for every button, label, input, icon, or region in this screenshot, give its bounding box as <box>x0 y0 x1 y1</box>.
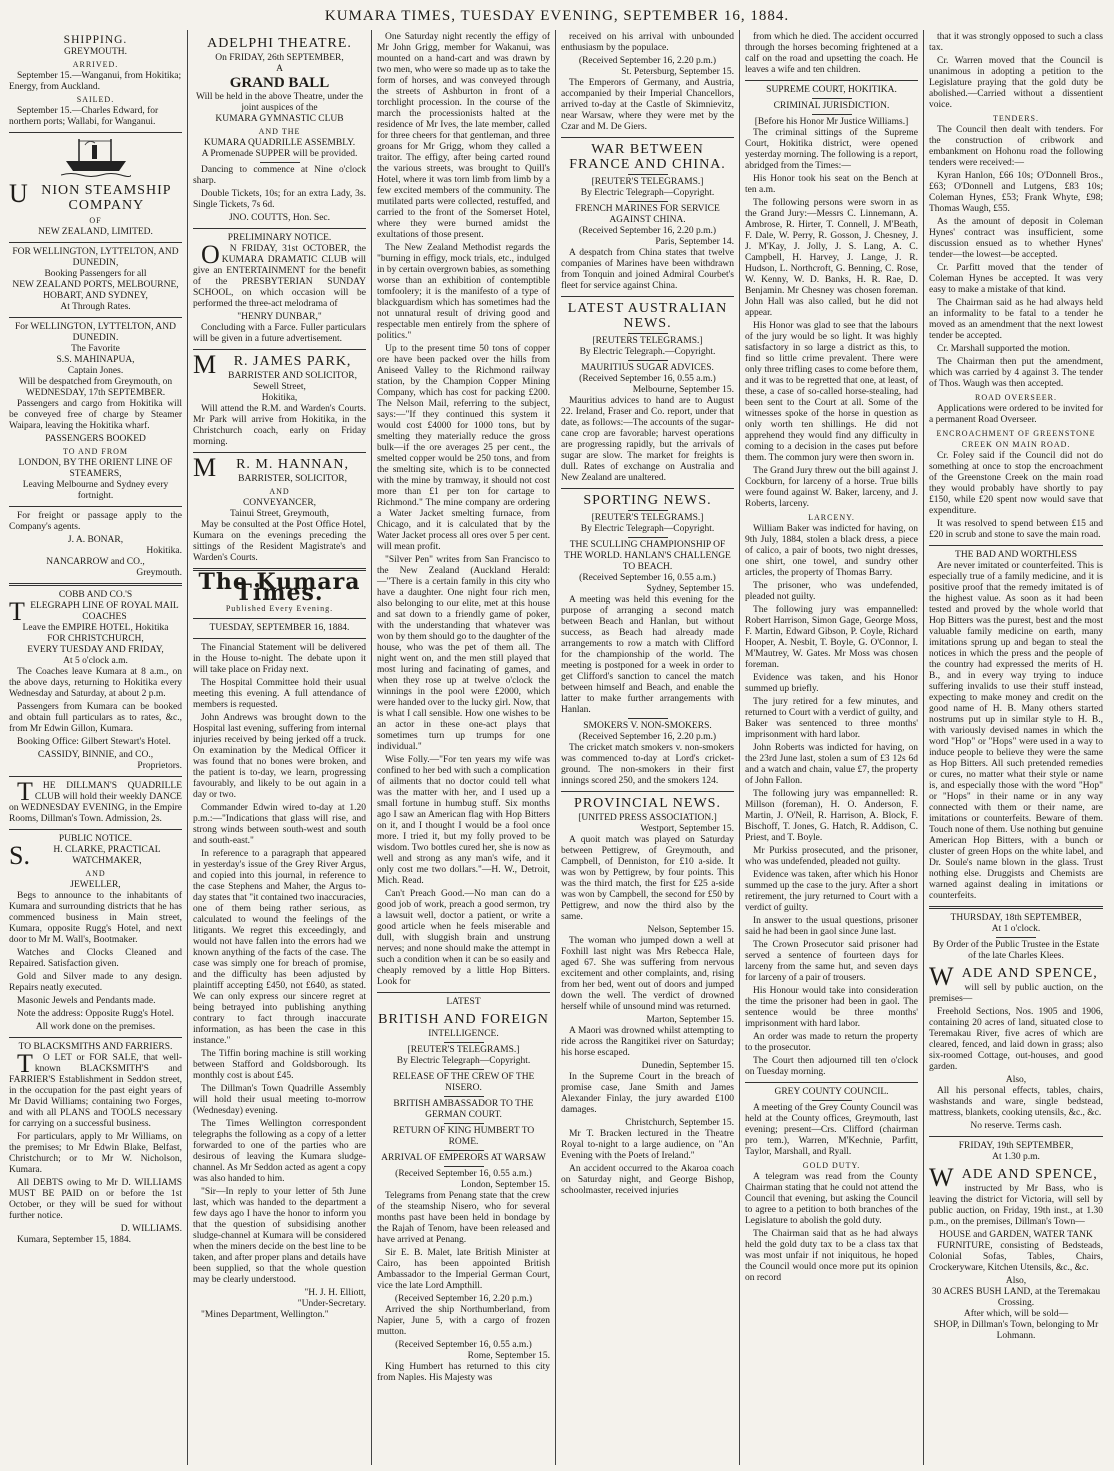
marton-dateline: Marton, September 15. <box>646 1015 734 1025</box>
clarke-text: Begs to announce to the inhabitants of Kumara and surrounding districts that he has commenced business in Main street, Kumara, opposite Rugg's Hotel, and next door to Mr M. Wall's, Bootmaker. <box>9 891 182 945</box>
cassidy-name: CASSIDY, BINNIE, and CO., <box>37 750 154 760</box>
wade-text-1: will sell by public auction, on the premises— <box>929 983 1103 1004</box>
council-9: The Chairman said as he had always held an informality to be fatal to a tender he moved as an amendment that the next lowest tender be accepted. <box>929 298 1103 341</box>
british-heading: BRITISH AND FOREIGN <box>378 1012 549 1027</box>
court-4: His Honor was glad to see that the labours of the jury would be so light. It was highly satisfactory in so large a district as this, to find so little crime prevalent. There were only three trifling cases to come before them, and it was to be regretted that one, at least, of these, a case of so-called horse-stealing, had been sent to the Court at all. Some of the witnesses spoke of the horse in question as only worth ten shillings. He did not apprehend they would find any difficulty in coming to a decision in the cases put before them. The common jury were then sworn in. <box>745 321 918 463</box>
news-1: The Financial Statement will be delivered in the House to-night. The debate upon it will take place on Friday next. <box>193 643 366 675</box>
before-label: [Before his Honor Mr Justice Williams.] <box>754 117 909 127</box>
chch-dateline: Christchurch, September 15. <box>625 1118 734 1128</box>
tofrom-label: TO AND FROM <box>62 447 129 456</box>
also-1: Also, <box>1005 1075 1027 1085</box>
every-text: EVERY TUESDAY AND FRIDAY, <box>27 645 164 655</box>
steamship-icon <box>61 137 131 179</box>
column-4 <box>556 30 740 1465</box>
dancing-text: Dancing to commence at Nine o'clock sharp. <box>193 165 366 186</box>
gold-duty-heading: GOLD DUTY. <box>802 1161 861 1170</box>
wade-heading-2: WADE AND SPENCE, <box>929 1163 1098 1192</box>
column-5 <box>740 30 924 1465</box>
london-text: LONDON, BY THE ORIENT LINE OF STEAMERS, <box>18 458 173 479</box>
court-11: John Roberts was indicted for having, on the 23rd June last, stolen a sum of £3 12s 6d and a watch and chain, value £7, the property of John Fallon. <box>745 743 918 786</box>
court-7: The prisoner, who was undefended, pleaded not guilty. <box>745 581 918 602</box>
silver-pen-story: "Silver Pen" writes from San Francisco to the New Zealand (Auckland Herald:—"There is a certain family in this city who have a daughter. One night four rich men, also belonging to our elite, met at this house and sat down to a friendly game of poker, with the understanding that whatever was won by them should go to the daughter of the house, who was the pet of them all. The night went on, and the men still played that most luring and facinating of games, and when they rose up at twelve o'clock the winnings in the pool were £2000, which were handed over to the lucky girl. Now, that is what I call sensible. How one wishes to be an actor in these one-act plays that sometimes turn up trumps for one individual." <box>377 555 550 752</box>
union-title: UNION STEAMSHIP COMPANY <box>9 179 172 213</box>
encroach-heading: ENCROACHMENT OF GREENSTONE CREEK ON MAIN ROAD. <box>936 429 1096 449</box>
sculling-heading: THE SCULLING CHAMPIONSHIP OF THE WORLD. HANLAN'S CHALLENGE TO BEACH. <box>564 540 731 572</box>
court-15: In answer to the usual questions, prisoner said he had been in gaol since June last. <box>745 916 918 937</box>
penang-story: Telegrams from Penang state that the crew of the steamship Nisero, who for several months past have been held in bondage by the Rajah of Tenom, have been released and have arrived at Penang. <box>377 1191 550 1245</box>
received-7: (Received September 16, 0.55 a.m.) <box>579 573 716 583</box>
jeweller-heading: JEWELLER, <box>70 880 121 890</box>
reuter-label-3: [REUTERS TELEGRAMS.] <box>592 336 703 346</box>
northumberland-story: Arrived the ship Northumberland, from Napier, June 5, with a cargo of frozen mutton. <box>377 1305 550 1337</box>
well-story: The woman who jumped down a well at Foxhill last night was Mrs Rebecca Hale, aged 67. She was suffering from nervous excitement and other complaints, and, rising from her bed, went out of doors and jumped down the well. The verdict of drowned herself while of unsound mind was returned. <box>561 936 734 1012</box>
bracken-story: Mr T. Bracken lectured in the Theatre Royal to-night to a large audience, on "An Evening with the Poets of Ireland." <box>561 1129 734 1161</box>
sailed-text: September 15.—Charles Edward, for northern ports; Wallabi, for Wanganui. <box>9 106 159 127</box>
passengers-text: Passengers and cargo from Hokitika will be conveyed free of charge by Steamer Waipara, leaving the Hokitika wharf. <box>9 399 182 431</box>
captain-name: Captain Jones. <box>67 366 124 376</box>
war-heading: WAR BETWEEN FRANCE AND CHINA. <box>569 142 726 172</box>
smiths-heading: TO BLACKSMITHS AND FARRIERS. <box>18 1042 173 1052</box>
ball-a: A <box>276 64 283 74</box>
supreme-heading: SUPREME COURT, HOKITIKA. <box>766 85 897 95</box>
debts-text: All DEBTS owing to Mr D. WILLIAMS MUST BE PAID on or before the 1st October, or they will be sued for without further notice. <box>9 1178 182 1221</box>
court-19: The Court then adjourned till ten o'clock on Tuesday morning. <box>745 1056 918 1077</box>
despatch-text: Will be despatched from Greymouth, on <box>18 377 173 387</box>
ball-held: Will be held in the above Theatre, under the joint auspices of the <box>196 92 363 113</box>
received-8: (Received September 16, 2.20 p.m.) <box>578 732 717 742</box>
leaving-text: Leaving Melbourne and Sydney every fortnight. <box>22 480 169 501</box>
and-the: AND THE <box>258 127 301 136</box>
particulars-text: For particulars, apply to Mr Williams, on the premises; to Mr Edwin Blake, Belfast, Christchurch; or to Mr W. Nicholson, Kumara. <box>9 1132 182 1175</box>
council-6: Kyran Hanlon, £66 10s; O'Donnell Bros., £63; O'Donnell and Lutgens, £83 10s; Coleman Hynes, £53; Frank Whyte, £98; Thomas Waugh, £55. <box>929 171 1103 214</box>
clarke-and: AND <box>85 869 106 878</box>
henry-dunbar: "HENRY DUNBAR," <box>237 312 322 322</box>
grand-ball: GRAND BALL <box>229 75 330 91</box>
friday-date: FRIDAY, 19th SEPTEMBER, <box>958 1141 1074 1151</box>
council-13: Cr. Foley said if the Council did not do something at once to stop the encroachment of the Greenstone Creek on the main road they would probably have shortly to pay £150, while £20 spent now would save that expenditure. <box>929 451 1103 516</box>
bad-heading: THE BAD AND WORTHLESS <box>955 550 1077 560</box>
tenders-heading: TENDERS. <box>993 114 1039 123</box>
stp-dateline: St. Petersburg, September 15. <box>621 67 734 77</box>
booking-text: Booking Passengers for all <box>44 269 147 279</box>
published-label: Published Every Evening. <box>225 604 334 613</box>
christchurch-text: FOR CHRISTCHURCH, <box>47 634 144 644</box>
note-text: Note the address: Opposite Rugg's Hotel. <box>17 1009 174 1019</box>
court-17: His Honour would take into consideration the time the prisoner had been in gaol. The sentence would be three months' imprisonment with hard labor. <box>745 986 918 1029</box>
court-3: The following persons were sworn in as the Grand Jury:—Messrs C. Linnemann, A. Ambrose, R. Hirter, T. Connell, J. M'Beath, F. Dale, W. Perry, R. Gosson, J. Chesney, J. J. M'Kay, J. Jolly, J. S. Lang, A. C. Campbell, H. Harvey, J. Lange, J. R. Hudson, L. Northcroft, G. Benning, C. Rose, W. Kenny, W. D. Banks, H. R. Rae, D. Benjamin. Mr Chesney was chosen foreman. John Hall was also called, but he did not appear. <box>745 198 918 318</box>
news-9: "Sir—In reply to your letter of 5th June last, which was handed to the department a few days ago I have the honor to inform you that the question of subsidising another sludge-channel at Kumara will be considered when the miners decide on the best line to be taken, and after proper plans and details have been supplied, so that the whole question may be clearly understood. <box>193 1187 366 1285</box>
route-2: For WELLINGTON, LYTTELTON, AND DUNEDIN. <box>15 322 176 343</box>
park-street: Sewell Street, <box>253 382 306 392</box>
malet-story: Sir E. B. Malet, late British Minister at Cairo, has been appointed British Ambassador to the Imperial German Court, vice the late Lord Ampthill. <box>377 1248 550 1291</box>
hannan-conveyancer: CONVEYANCER, <box>242 498 317 508</box>
hannan-heading: MR. M. HANNAN, <box>193 453 350 482</box>
hop-bitters-ad: Are never imitated or counterfeited. This is especially true of a family medicine, and it is positive proof that the remedy imitated is of the highest value. As soon as it had been tested and proved by the whole world that Hop Bitters was the purest, best and the most valuable family medicine on earth, many imitations sprung up and began to steal the notices in which the press and the people of the country had expressed the merits of H. B., and in every way trying to induce suffering invalids to use their stuff instead, expecting to make money and credit on the good name of H. B. Many others started nostrums put up in similar style to H. B., with variously devised names in which the word "Hop" or "Hops" were used in a way to induce people to believe they were the same as Hop Bitters. All such pretended remedies or cures, no matter what their style or name is, and especially those with the word "Hop" or "Hops" in their name or in any way connected with them or their name, are imitations or counterfeits. Beware of them. Touch none of them. Use nothing but genuine American Hop Bitters, with a bunch or cluster of green Hops on the white label, and Dr. Soule's name blown in the glass. Trust nothing else. Druggists and Chemists are warned against dealing in imitations or counterfeits. <box>929 561 1103 901</box>
cobb-heading: COBB AND CO.'S <box>58 590 133 600</box>
court-14: Evidence was taken, after which his Honor summed up the case to the jury. After a short retirement, the jury returned to Court with a verdict of guilty. <box>745 870 918 913</box>
newspaper-page <box>4 30 1110 1471</box>
column-2 <box>188 30 372 1465</box>
house-text: HOUSE and GARDEN, WATER TANK <box>939 1230 1093 1240</box>
news-3: John Andrews was brought down to the Hospital last evening, suffering from internal injuries received by being jerked off a truck. On examination by the Medical Officer it was found that no bones were broken, and the patient is to-day, we learn, progressing favourably, and likely to be out again in a day or two. <box>193 713 366 800</box>
williams-date: Kumara, September 15, 1884. <box>17 1235 131 1245</box>
agent-nancarrow-town: Greymouth. <box>136 568 182 578</box>
thursday-date: THURSDAY, 18th SEPTEMBER, <box>950 913 1082 923</box>
received-3: (Received September 16, 0.55 a.m.) <box>395 1340 532 1350</box>
larceny-heading: LARCENY. <box>808 513 855 522</box>
sailing-date: WEDNESDAY, 17th SEPTEMBER. <box>25 388 166 398</box>
headline-humbert: RETURN OF KING HUMBERT TO ROME. <box>392 1126 535 1147</box>
quad-assembly: KUMARA QUADRILLE ASSEMBLY. <box>203 138 356 148</box>
sporting-heading: SPORTING NEWS. <box>583 493 712 508</box>
agent-bonar-town: Hokitika. <box>146 546 182 556</box>
reuter-label-4: [REUTER'S TELEGRAMS.] <box>591 513 704 523</box>
council-7: As the amount of deposit in Coleman Hynes' contract was insufficient, some discussion ensued as to whether Hynes' tender—the lowest—be accepted. <box>929 217 1103 260</box>
copyright-label: By Electric Telegraph—Copyright. <box>396 1056 531 1066</box>
watches-text: Watches and Clocks Cleaned and Repaired. Satisfaction given. <box>9 948 182 969</box>
court-10: The jury retired for a few minutes, and returned to Court with a verdict of guilty, and Baker was sentenced to three months' imprisonment with hard labor. <box>745 697 918 740</box>
headline-warsaw: ARRIVAL OF EMPERORS AT WARSAW <box>381 1153 546 1163</box>
grey-council-heading: GREY COUNTY COUNCIL. <box>774 1087 889 1097</box>
news-5: In reference to a paragraph that appeared in yesterday's issue of the Grey River Argus, and copied into this journal, in reference to the case Stephens and Maher, the Argus to-day states that "it contained two inaccuracies, one of them being rather serious, as calculated to wound the feelings of the litigants. We regret this exceedingly, and would not have fallen into the errors had we known anything of the facts of the case. The case was simply one for breach of promise, and the difficulty has been adjusted by plaintiff accepting £450, not £640, as stated. We can only express our sincere regret at being betrayed into publishing anything contrary to fact through inaccurate information, as has been the case in this instance." <box>193 849 366 1046</box>
coutts-sign: JNO. COUTTS, Hon. Sec. <box>228 213 331 223</box>
news-8: The Times Wellington correspondent telegraphs the following as a copy of a letter forwarded to one of the parties who are desirous of leaving the Kumara sludge-channel. As Mr Seddon acted as agent a copy was also handed to him. <box>193 1119 366 1184</box>
elliott-title: "Under-Secretary. <box>297 1299 366 1309</box>
court-12: The following jury was empannelled: R. Millson (foreman), H. O. Anderson, F. Martin, J. O'Neil, R. Harrison, A. Block, F. Bischoff, T. Jones, G. Hatch, R. Addison, C. Priest, and T. Boyle. <box>745 789 918 843</box>
park-text: Will attend the R.M. and Warden's Courts. Mr Park will arrive from Hokitika, in the Christchurch coach, early on Friday morning. <box>193 404 366 447</box>
rome-dateline: Rome, September 15. <box>467 1351 550 1361</box>
shipping-heading: SHIPPING. <box>63 34 128 46</box>
freight-text: For freight or passage apply to the Company's agents. <box>9 511 182 532</box>
received-6: (Received September 16, 0.55 a.m.) <box>579 374 716 384</box>
copyright-label-2: By Electric Telegraph—Copyright. <box>580 188 715 198</box>
hannan-title: BARRISTER, SOLICITOR, <box>238 474 347 484</box>
telegraph-heading: TELEGRAPH LINE OF ROYAL MAIL COACHES <box>9 597 179 626</box>
court-13: Mr Purkiss prosecuted, and the prisoner, who was undefended, pleaded not guilty. <box>745 846 918 867</box>
maori-story: A Maori was drowned whilst attempting to ride across the Rangitikei river on Saturday; his horse escaped. <box>561 1026 734 1058</box>
shop-text: SHOP, in Dillman's Town, belonging to Mr Lohmann. <box>933 1320 1099 1341</box>
marines-story: A despatch from China states that twelve companies of Marines have been withdrawn from Tonquin and joined Admiral Courbet's fleet for service against China. <box>561 248 734 291</box>
no-reserve: No reserve. Terms cash. <box>970 1121 1062 1131</box>
allwork-text: All work done on the premises. <box>35 1022 156 1032</box>
acres-text: 30 ACRES BUSH LAND, at the Teremakau Crossing. <box>931 1287 1101 1308</box>
park-heading: MR. JAMES PARK, <box>193 350 352 379</box>
publication-date: TUESDAY, SEPTEMBER 16, 1884. <box>209 623 350 633</box>
headline-ambassador: BRITISH AMBASSADOR TO THE GERMAN COURT. <box>393 1099 534 1120</box>
greymouth-heading: GREYMOUTH. <box>63 47 128 57</box>
council-3: The Chairman said that as he had always held the gold duty tax to be a class tax that was most unfair if not iniquitous, he hoped the Council would once more put its opinion on record <box>745 1229 918 1283</box>
council-4: Cr. Warren moved that the Council is unanimous in adopting a petition to the Legislature praying that the gold duty be abolished.—Carried without a dissentient voice. <box>929 56 1103 110</box>
court-16: The Crown Prosecutor said prisoner had served a sentence of fourteen days for larceny from the same hut, and seven days for larceny of a pair of trousers. <box>745 940 918 983</box>
public-notice: PUBLIC NOTICE. <box>58 834 133 844</box>
agent-nancarrow: NANCARROW and CO., <box>46 557 145 567</box>
williams-sign: D. WILLIAMS. <box>120 1224 182 1234</box>
provincial-heading: PROVINCIAL NEWS. <box>574 796 721 811</box>
westport-dateline: Westport, September 15. <box>640 824 734 834</box>
wise-folly-story: Wise Folly.—"For ten years my wife was confined to her bed with such a complication of ailments that no doctor could tell what was the matter with her, and I used up a small fortune in humbug stuff. Six months ago I saw an American flag with Hop Bitters on it, and I thought I would be a fool once more. I tried it, but my folly proved to be wisdom. Two bottles cured her, she is now as well and strong as any man's wife, and it only cost me two dollars."—H. W., Detroit, Mich. Read. <box>377 755 550 886</box>
court-1: The criminal sittings of the Supreme Court, Hokitika district, were opened yesterday morning. The following is a report, abridged from the Times:— <box>745 128 918 171</box>
elliott-sign: "H. J. H. Elliott, <box>304 1288 366 1298</box>
tickets-text: Double Tickets, 10s; for an extra Lady, 3s. Single Tickets, 7s 6d. <box>193 189 366 210</box>
gym-club: KUMARA GYMNASTIC CLUB <box>215 114 344 124</box>
received-1: (Received September 16, 0.55 a.m.) <box>395 1169 532 1179</box>
after-text: After which, will be sold— <box>963 1309 1069 1319</box>
court-9: Evidence was taken, and his Honor summed up briefly. <box>745 673 918 694</box>
leave-text: Leave the EMPIRE HOTEL, Hokitika <box>22 623 169 633</box>
agent-bonar: J. A. BONAR, <box>67 535 124 545</box>
smokers-story: The cricket match smokers v. non-smokers was commenced to-day at Lord's cricket-ground. The non-smokers in their first innings scored 250, and the smokers 124. <box>561 743 734 786</box>
farce-text: Concluding with a Farce. Fuller particulars will be given in a future advertisement. <box>193 323 366 344</box>
parcels-text: Passengers from Kumara can be booked and obtain full particulars as to rates, &c., from Mr Edwin Gillon, Kumara. <box>9 702 182 734</box>
prelim-heading: PRELIMINARY NOTICE. <box>227 233 332 243</box>
breach-story: In the Supreme Court in the breach of promise case, Jane Smith and James Alexander Finlay, the jury awarded £100 damages. <box>561 1072 734 1115</box>
park-title: BARRISTER AND SOLICITOR, <box>228 371 357 381</box>
trustee-order: By Order of the Public Trustee in the Estate of the late Charles Klees. <box>932 940 1100 961</box>
ball-date: On FRIDAY, 26th SEPTEMBER, <box>215 53 344 63</box>
reuter-label-2: [REUTER'S TELEGRAMS.] <box>591 177 704 187</box>
overseer-heading: ROAD OVERSEER. <box>974 393 1057 402</box>
column-3 <box>372 30 556 1465</box>
methodist-story: The New Zealand Methodist regards the "burning in effigy, mock trials, etc., indulged in by certain overgrown babies, as something worse than an exhibition of contemptible tomfoolery; it is the manifesto of a type of blackguardism which has sometimes had the not unnatural result of driving good and respectable men entirely from the sphere of politics." <box>377 243 550 341</box>
council-1: A meeting of the Grey County Council was held at the County offices, Greymouth, last evening; present—Crs. Clifford (chairman pro tem.), Warren, M'Kechnie, Parfitt, Taylor, Marshall, and Ryall. <box>745 1103 918 1157</box>
received-5: (Received September 16, 2.20 p.m.) <box>578 226 717 236</box>
wade-heading-1: WADE AND SPENCE, <box>929 962 1098 991</box>
column-1 <box>4 30 188 1465</box>
coaches-text: The Coaches leave Kumara at 8 a.m., on the above days, returning to Hokitika every Wednesday and Saturday, at about 2 p.m. <box>9 667 182 699</box>
masonic-text: Masonic Jewels and Pendants made. <box>17 996 156 1006</box>
council-2: A telegram was read from the County Chairman stating that he could not attend the Council that evening, but asking the Council to agree to a petition to both branches of the Legislature to abolish the gold duty. <box>745 1172 918 1226</box>
humbert-story: King Humbert has returned to this city from Naples. His Majesty was <box>377 1362 550 1383</box>
humbert-cont: received on his arrival with unbounded enthusiasm by the populace. <box>561 32 734 53</box>
park-town: Hokitika, <box>261 393 298 403</box>
sculling-story: A meeting was held this evening for the purpose of arranging a second match between Beach and Hanlan, but without success, as Beach had already made arrangements to row a match with Clifford for the championship of the world. The meeting is postponed for a week in order to get Clifford's sanction to cancel the match between himself and Beach, and enable the latter to make further arrangements with Hanlan. <box>561 595 734 715</box>
bass-text: instructed by Mr Bass, who is leaving the district for Victoria, will sell by public auction, on Friday, 19th inst., at 1.30 p.m., on the premises, Dillman's Town— <box>929 1184 1103 1227</box>
office-text: Booking Office: Gilbert Stewart's Hotel. <box>17 737 171 747</box>
latest-label: LATEST <box>446 997 481 1007</box>
sailed-label: SAILED. <box>76 95 115 104</box>
arrived-text: September 15.—Wanganui, from Hokitika; Energy, from Auckland. <box>9 71 182 92</box>
melbourne-dateline: Melbourne, September 15. <box>632 385 734 395</box>
ports-text: NEW ZEALAND PORTS, MELBOURNE, HOBART, AND SYDNEY, <box>12 280 179 301</box>
copper-story: Up to the present time 50 tons of copper ore have been packed over the hills from Aniseed Valley to the Richmond railway station, by the Champion Copper Mining Company, which has cost for packing £200. The Nelson Mail, referring to the subject, says:—"If they continued this system it would cost £4000 for 1000 tons, but by smelting they materially reduce the gross bulk—if the ore averages 25 per cent., the smelted copper would be 250 tons, and from the smelting site, which is to be connected with the mine by tramway, it should not cost more than £1 per ton for cartage to Richmond." The mine company are ordering a Water Jacket smelting furnace, from Chicago, and it is calculated that by the Water Jacket process all ores over 5 per cent. will mean profit. <box>377 344 550 552</box>
council-8: Cr. Parfitt moved that the tender of Coleman Hynes be accepted. It was very easy to make a mistake of that kind. <box>929 263 1103 295</box>
route-1: FOR WELLINGTON, LYTTELTON, AND DUNEDIN, <box>12 247 179 268</box>
hannan-and: AND <box>269 487 290 496</box>
court-5: The Grand Jury threw out the bill against J. Cockburn, for larceny of a horse. True bills were found against W. Baker, larceny, and J. Roberts, larceny. <box>745 466 918 509</box>
council-14: It was resolved to spend between £15 and £20 in scrub and stone to save the main road. <box>929 519 1103 540</box>
news-2: The Hospital Committee hold their usual meeting this evening. A full attendance of members is requested. <box>193 678 366 710</box>
supper-text: A Promenade SUPPER will be provided. <box>201 149 358 159</box>
australian-heading: LATEST AUSTRALIAN NEWS. <box>567 301 728 331</box>
newspaper-title: The Kumara Times. <box>198 569 361 606</box>
tolet-text: TO LET or FOR SALE, that well-known BLACKSMITH'S and FARRIER'S Establishment in Seddon street, in the occupation for the past eight years of Mr David Williams; containing two Forges, and with all PLANS and TOOLS necessary for carrying on a successful business. <box>9 1049 182 1129</box>
sydney-dateline: Sydney, September 15. <box>646 584 734 594</box>
court-2: His Honor took his seat on the Bench at ten a.m. <box>745 174 918 195</box>
council-11: The Chairman then put the amendment, which was carried by 4 against 3. The tender of Thos. Waugh was then accepted. <box>929 357 1103 389</box>
masthead: KUMARA TIMES, TUESDAY EVENING, SEPTEMBER 16, 1884. <box>324 8 790 24</box>
mauritius-heading: MAURITIUS SUGAR ADVICES. <box>581 363 714 373</box>
also-2: Also, <box>1005 1276 1027 1286</box>
council-10: Cr. Marshall supported the motion. <box>937 344 1070 354</box>
emperors-story: The Emperors of Germany, and Austria, accompanied by their Imperial Chancellors, arrived to-day at the Castle of Skimnievitz, near Warsaw, where they were met by the Czar and M. De Giers. <box>561 78 734 132</box>
smokers-heading: SMOKERS V. NON-SMOKERS. <box>583 721 712 731</box>
intelligence-heading: INTELLIGENCE. <box>428 1029 499 1039</box>
criminal-heading: CRIMINAL JURISDICTION. <box>773 101 890 111</box>
union-of: OF <box>89 216 102 225</box>
ship-name: S.S. MAHINAPUA, <box>56 355 135 365</box>
news-6: The Tiffin boring machine is still working between Stafford and Goldsborough. Its monthly cost is about £45. <box>193 1049 366 1081</box>
court-6: William Baker was indicted for having, on 9th July, 1884, stolen a black dress, a piece of calico, a pair of boots, two night dresses, one shirt, one towel, and sundry other articles, the property of Thomas Barry. <box>745 524 918 578</box>
paris-dateline: Paris, September 14. <box>655 237 734 247</box>
hannan-text: May be consulted at the Post Office Hotel, Kumara on the evenings preceding the sittings of the Resident Magistrate's and Warden's Courts. <box>193 520 366 563</box>
marines-heading: FRENCH MARINES FOR SERVICE AGAINST CHINA. <box>575 204 720 225</box>
upa-label: [UNITED PRESS ASSOCIATION.] <box>578 813 717 823</box>
london-dateline: London, September 15. <box>460 1180 550 1190</box>
arrived-label: ARRIVED. <box>72 60 119 69</box>
through-rates: At Through Rates. <box>60 302 131 312</box>
proprietors: Proprietors. <box>137 761 182 771</box>
effects-text: All his personal effects, tables, chairs, washstands and ware, single bedstead, mattress, blankets, cooking utensils, &c., &c. <box>929 1086 1103 1118</box>
received-2: (Received September 16, 2.20 p.m.) <box>394 1294 533 1304</box>
council-cont: that it was strongly opposed to such a class tax. <box>929 32 1103 53</box>
gold-text: Gold and Silver made to any design. Repairs neatly executed. <box>9 972 182 993</box>
quoit-story: A quoit match was played on Saturday between Pettigrew, of Greymouth, and Campbell, of Denniston, for £10 a-side. It was won by Pettigrew, by four points. This was the third match, the first for £25 a-side was won by Campbell, the second for £50 by Pettigrew, and now the third also by the same. <box>561 835 734 922</box>
friday-time: At 1.30 p.m. <box>992 1152 1040 1162</box>
freehold-text: Freehold Sections, Nos. 1905 and 1906, containing 20 acres of land, situated close to Teremakau River, five acres of which are cleared, fenced, and laid down in grass; also six-roomed Cottage, out-houses, and good garden. <box>929 1007 1103 1072</box>
union-subtitle: NEW ZEALAND, LIMITED. <box>38 227 153 237</box>
dunedin-dateline: Dunedin, September 15. <box>641 1061 734 1071</box>
received-4: (Received September 16, 2.20 p.m.) <box>578 56 717 66</box>
adelphi-heading: ADELPHI THEATRE. <box>207 36 352 51</box>
elliott-dept: "Mines Department, Wellington." <box>201 1310 329 1320</box>
furniture-text: FURNITURE, consisting of Bedsteads, Colonial Sofas, Tables, Chairs, Crockeryware, Kitchen Utensils, &c., &c. <box>929 1241 1103 1273</box>
akaroa-story: An accident occurred to the Akaroa coach on Saturday night, and George Bishop, schoolmaster, received injuries <box>561 1164 734 1196</box>
reuter-label: [REUTER'S TELEGRAMS.] <box>407 1045 520 1055</box>
copyright-label-4: By Electric Telegraph—Copyright. <box>580 524 715 534</box>
clarke-heading: S.H. CLARKE, PRACTICAL WATCHMAKER, <box>9 841 161 870</box>
copyright-label-3: By Electric Telegraph.—Copyright. <box>579 347 716 357</box>
october-text: ON FRIDAY, 31st OCTOBER, the KUMARA DRAMATIC CLUB will give an ENTERTAINMENT for the benefit of the PRESBYTERIAN SUNDAY SCHOOL, on which occasion will be performed the three-act melodrama of <box>193 240 366 309</box>
council-5: The Council then dealt with tenders. For the construction of cribwork and embankment on Hohonu road the following tenders were received:— <box>929 125 1103 168</box>
court-18: An order was made to return the property to the prosecutor. <box>745 1032 918 1053</box>
preach-story: Can't Preach Good.—No man can do a good job of work, preach a good sermon, try a lawsuit well, doctor a patient, or write a good article when he feels miserable and dull, with sluggish brain and unstrung nerves; and none should make the attempt in such a condition when it can be so easily and cheaply removed by a little Hop Bitters. Look for <box>377 889 550 987</box>
booked-heading: PASSENGERS BOOKED <box>45 434 146 444</box>
effigy-story: One Saturday night recently the effigy of Mr John Grigg, member for Wakanui, was mounted on a hand-cart and was drawn by two men, who were so made up as to take the form of horses, and was conveyed through the streets of Ashburton in front of a torchlight procession. In the course of the march the processionists halted at the residence of Mr Ives, the late member, called for three cheers for that gentleman, and three groans for Mr Grigg, whom they called a traitor. The effigy, after being carted round the various streets, was brought to Quill's Hotel, where it was torn limb from limb by a few excited members of the community. The mutilated parts were collected, restuffed, and carried to the front of the Somerset Hotel, where they were burned amidst the exultations of those present. <box>377 32 550 240</box>
council-12: Applications were ordered to be invited for a permanent Road Overseer. <box>929 404 1103 425</box>
favorite-label: The Favorite <box>71 344 120 354</box>
time-text: At 5 o'clock a.m. <box>63 656 128 666</box>
column-6 <box>924 30 1108 1465</box>
nelson-dateline: Nelson, September 15. <box>647 925 734 935</box>
mauritius-story: Mauritius advices to hand are to August 22. Ireland, Fraser and Co. report, under that date, as follows:—The accounts of the sugar-cane crop are favorable; harvest operations are progressing rapidly, but the arrivals of sugar are slow. The market for freights is dull. Rates of exchange on Australia and New Zealand are unaltered. <box>561 396 734 483</box>
akaroa-cont: from which he died. The accident occurred through the horses becoming frightened at a calf on the road and upsetting the coach. He leaves a wife and ten children. <box>745 32 918 75</box>
news-4: Commander Edwin wired to-day at 1.20 p.m.:—"Indications that glass will rise, and strong winds between south-west and south and south-east." <box>193 803 366 846</box>
headline-nisero: RELEASE OF THE CREW OF THE NISERO. <box>392 1072 535 1093</box>
hannan-street: Tainui Street, Greymouth, <box>229 509 330 519</box>
dillman-text: THE DILLMAN'S QUADRILLE CLUB will hold their weekly DANCE on WEDNESDAY EVENING, in the Empire Rooms, Dillman's Town. Admission, 2s. <box>9 777 182 824</box>
court-8: The following jury was empannelled: Robert Harrison, Simon Gage, George Moss, F. Martin, Edward Gibson, P. Coyle, Richard Hooper, A. Nesbit, T. Boyle, G. O'Connor, I. M'Mautrey, W. Gates. Mr Moss was chosen foreman. <box>745 605 918 670</box>
thursday-time: At 1 o'clock. <box>991 924 1041 934</box>
news-7: The Dillman's Town Quadrille Assembly will hold their usual meeting to-morrow (Wednesday) evening. <box>193 1084 366 1116</box>
